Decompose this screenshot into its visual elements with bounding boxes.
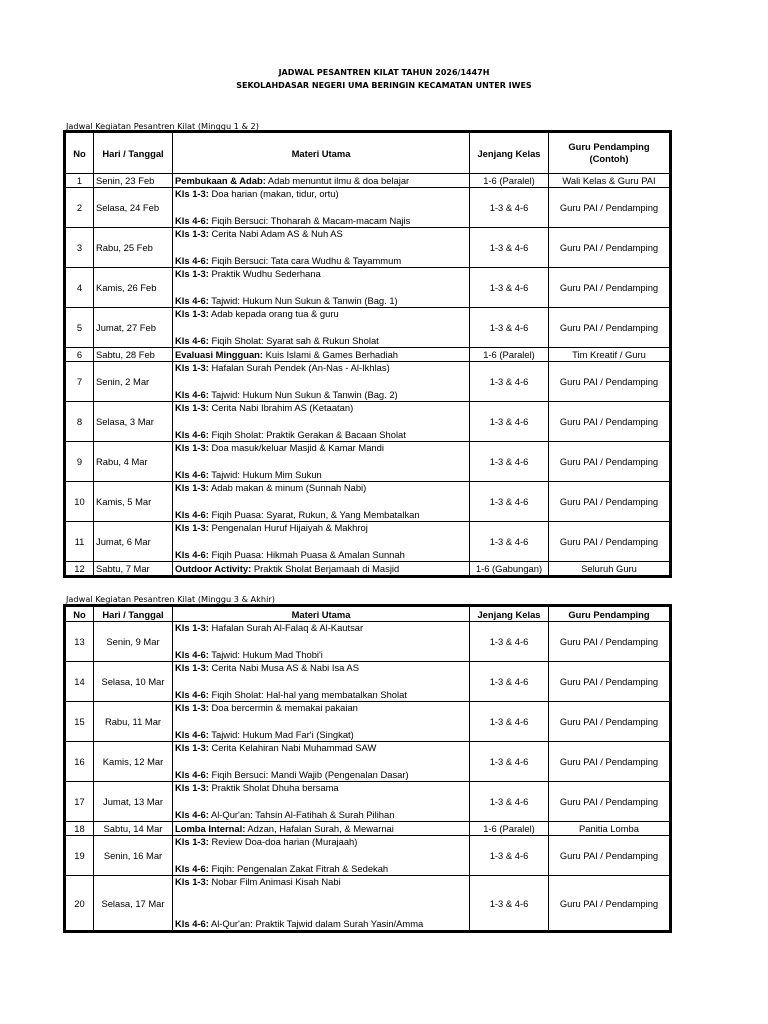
material-text: Al-Qur'an: Praktik Tajwid dalam Surah Yasin/Amma bbox=[208, 918, 424, 929]
material-text: Pengenalan Huruf Hijaiyah & Makhroj bbox=[208, 522, 368, 533]
row-grade-level: 1-3 & 4-6 bbox=[470, 308, 549, 348]
material-label: Kls 1-3: bbox=[175, 308, 209, 319]
row-date: Kamis, 12 Mar bbox=[94, 742, 173, 782]
material-text: Fiqih Puasa: Hikmah Puasa & Amalan Sunnah bbox=[208, 549, 405, 560]
row-grade-level: 1-3 & 4-6 bbox=[470, 228, 549, 268]
material-label: Evaluasi Mingguan: bbox=[175, 349, 264, 360]
row-material bbox=[173, 742, 470, 782]
row-date: Selasa, 3 Mar bbox=[94, 402, 173, 442]
row-date: Senin, 2 Mar bbox=[94, 362, 173, 402]
row-teacher: Guru PAI / Pendamping bbox=[549, 522, 670, 562]
material-text: Hafalan Surah Pendek (An-Nas - Al-Ikhlas) bbox=[208, 362, 390, 373]
material-line-kls-1-3 bbox=[175, 188, 339, 200]
material-label: Kls 1-3: bbox=[175, 522, 209, 533]
table-row bbox=[66, 188, 670, 228]
schedule-table-week-3-end bbox=[65, 606, 670, 931]
header-teacher: Guru Pendamping (Contoh) bbox=[549, 133, 670, 174]
material-label: Kls 4-6: bbox=[175, 689, 209, 700]
header-grade-level: Jenjang Kelas bbox=[470, 607, 549, 622]
row-teacher: Guru PAI / Pendamping bbox=[549, 836, 670, 876]
row-material bbox=[173, 782, 470, 822]
row-number: 8 bbox=[66, 402, 94, 442]
row-grade-level: 1-3 & 4-6 bbox=[470, 836, 549, 876]
material-text: Cerita Kelahiran Nabi Muhammad SAW bbox=[208, 742, 377, 753]
school-subtitle: SEKOLAHDASAR NEGERI UMA BERINGIN KECAMATAN UNTER IWES bbox=[236, 81, 532, 90]
material-label: Lomba Internal: bbox=[175, 823, 246, 834]
material-text: Cerita Nabi Ibrahim AS (Ketaatan) bbox=[208, 402, 354, 413]
material-line-kls-1-3 bbox=[175, 522, 368, 534]
material-text: Fiqih Sholat: Syarat sah & Rukun Sholat bbox=[208, 335, 379, 346]
row-material bbox=[173, 822, 470, 836]
row-teacher: Tim Kreatif / Guru bbox=[549, 348, 670, 362]
material-text: Praktik Sholat Dhuha bersama bbox=[208, 782, 339, 793]
table1-body bbox=[66, 174, 670, 576]
row-grade-level: 1-3 & 4-6 bbox=[470, 876, 549, 931]
material-line-kls-1-3 bbox=[175, 782, 339, 794]
row-material bbox=[173, 442, 470, 482]
row-grade-level: 1-3 & 4-6 bbox=[470, 268, 549, 308]
material-line-kls-4-6 bbox=[175, 469, 322, 481]
material-label: Kls 4-6: bbox=[175, 918, 209, 929]
header-material: Materi Utama bbox=[173, 607, 470, 622]
material-label: Kls 4-6: bbox=[175, 863, 209, 874]
material-label: Kls 1-3: bbox=[175, 268, 209, 279]
row-grade-level: 1-3 & 4-6 bbox=[470, 662, 549, 702]
row-date: Rabu, 4 Mar bbox=[94, 442, 173, 482]
row-material bbox=[173, 188, 470, 228]
row-material bbox=[173, 836, 470, 876]
material-label: Kls 1-3: bbox=[175, 228, 209, 239]
row-material bbox=[173, 362, 470, 402]
row-material bbox=[173, 402, 470, 442]
row-grade-level: 1-6 (Paralel) bbox=[470, 348, 549, 362]
row-teacher: Guru PAI / Pendamping bbox=[549, 362, 670, 402]
material-line-kls-4-6 bbox=[175, 389, 398, 401]
row-teacher: Guru PAI / Pendamping bbox=[549, 308, 670, 348]
material-line-kls-1-3 bbox=[175, 442, 384, 454]
material-line-kls-1-3 bbox=[175, 228, 343, 240]
material-line-kls-4-6 bbox=[175, 215, 410, 227]
material-line-kls-4-6 bbox=[175, 769, 409, 781]
row-date: Selasa, 24 Feb bbox=[94, 188, 173, 228]
material-line-kls-4-6 bbox=[175, 335, 379, 347]
table-row bbox=[66, 268, 670, 308]
material-text: Al-Qur'an: Tahsin Al-Fatihah & Surah Pilihan bbox=[208, 809, 395, 820]
row-grade-level: 1-3 & 4-6 bbox=[470, 782, 549, 822]
table2-caption: Jadwal Kegiatan Pesantren Kilat (Minggu 3 & Akhir) bbox=[66, 594, 275, 604]
material-text: Adzan, Hafalan Surah, & Mewarnai bbox=[245, 823, 394, 834]
row-number: 12 bbox=[66, 562, 94, 576]
row-material bbox=[173, 562, 470, 576]
material-text: Cerita Nabi Musa AS & Nabi Isa AS bbox=[208, 662, 359, 673]
row-date: Jumat, 6 Mar bbox=[94, 522, 173, 562]
row-grade-level: 1-3 & 4-6 bbox=[470, 402, 549, 442]
row-grade-level: 1-3 & 4-6 bbox=[470, 522, 549, 562]
material-text: Fiqih Sholat: Hal-hal yang membatalkan Sholat bbox=[208, 689, 407, 700]
material-text: Cerita Nabi Adam AS & Nuh AS bbox=[208, 228, 343, 239]
row-number: 14 bbox=[66, 662, 94, 702]
material-text: Review Doa-doa harian (Murajaah) bbox=[208, 836, 358, 847]
row-grade-level: 1-6 (Paralel) bbox=[470, 822, 549, 836]
row-teacher: Guru PAI / Pendamping bbox=[549, 442, 670, 482]
row-number: 17 bbox=[66, 782, 94, 822]
header-material: Materi Utama bbox=[173, 133, 470, 174]
header-no: No bbox=[66, 607, 94, 622]
material-line-kls-4-6 bbox=[175, 295, 398, 307]
material-line-kls-1-3 bbox=[175, 622, 363, 634]
table-row bbox=[66, 402, 670, 442]
row-number: 13 bbox=[66, 622, 94, 662]
header-teacher: Guru Pendamping bbox=[549, 607, 670, 622]
row-material bbox=[173, 662, 470, 702]
table-row bbox=[66, 742, 670, 782]
row-grade-level: 1-3 & 4-6 bbox=[470, 482, 549, 522]
table-row bbox=[66, 876, 670, 931]
row-date: Senin, 9 Mar bbox=[94, 622, 173, 662]
row-teacher: Panitia Lomba bbox=[549, 822, 670, 836]
row-grade-level: 1-3 & 4-6 bbox=[470, 362, 549, 402]
material-label: Kls 4-6: bbox=[175, 769, 209, 780]
row-material bbox=[173, 228, 470, 268]
material-label: Kls 4-6: bbox=[175, 335, 209, 346]
material-line-kls-4-6 bbox=[175, 809, 394, 821]
row-teacher: Guru PAI / Pendamping bbox=[549, 702, 670, 742]
material-line-kls-1-3 bbox=[175, 662, 359, 674]
row-teacher: Guru PAI / Pendamping bbox=[549, 402, 670, 442]
material-line-kls-4-6 bbox=[175, 509, 420, 521]
table-row bbox=[66, 622, 670, 662]
material-text: Praktik Sholat Berjamaah di Masjid bbox=[251, 563, 400, 574]
row-teacher: Guru PAI / Pendamping bbox=[549, 782, 670, 822]
material-label: Kls 4-6: bbox=[175, 729, 209, 740]
row-grade-level: 1-6 (Gabungan) bbox=[470, 562, 549, 576]
table-row bbox=[66, 482, 670, 522]
row-date: Sabtu, 14 Mar bbox=[94, 822, 173, 836]
material-line-kls-4-6 bbox=[175, 429, 406, 441]
material-line-kls-4-6 bbox=[175, 255, 401, 267]
material-text: Doa harian (makan, tidur, ortu) bbox=[208, 188, 339, 199]
row-teacher: Guru PAI / Pendamping bbox=[549, 742, 670, 782]
row-number: 4 bbox=[66, 268, 94, 308]
row-teacher: Guru PAI / Pendamping bbox=[549, 662, 670, 702]
material-label: Kls 4-6: bbox=[175, 649, 209, 660]
row-material bbox=[173, 522, 470, 562]
row-grade-level: 1-6 (Paralel) bbox=[470, 174, 549, 188]
row-date: Kamis, 5 Mar bbox=[94, 482, 173, 522]
row-number: 1 bbox=[66, 174, 94, 188]
material-line-kls-1-3 bbox=[175, 362, 390, 374]
schedule-table-week-1-2 bbox=[65, 132, 670, 576]
material-label: Kls 1-3: bbox=[175, 188, 209, 199]
material-text: Doa masuk/keluar Masjid & Kamar Mandi bbox=[208, 442, 384, 453]
table-row bbox=[66, 348, 670, 362]
table-row bbox=[66, 662, 670, 702]
material-text: Tajwid: Hukum Mim Sukun bbox=[208, 469, 322, 480]
material-line-kls-4-6 bbox=[175, 863, 388, 875]
row-number: 6 bbox=[66, 348, 94, 362]
material-label: Kls 1-3: bbox=[175, 442, 209, 453]
row-teacher: Guru PAI / Pendamping bbox=[549, 228, 670, 268]
row-teacher: Guru PAI / Pendamping bbox=[549, 622, 670, 662]
row-grade-level: 1-3 & 4-6 bbox=[470, 442, 549, 482]
row-date: Sabtu, 28 Feb bbox=[94, 348, 173, 362]
material-line-kls-4-6 bbox=[175, 918, 423, 930]
material-label: Kls 1-3: bbox=[175, 362, 209, 373]
material-line-kls-1-3 bbox=[175, 836, 357, 848]
material-label: Kls 1-3: bbox=[175, 662, 209, 673]
row-material bbox=[173, 702, 470, 742]
material-line-kls-1-3 bbox=[175, 482, 366, 494]
row-date: Kamis, 26 Feb bbox=[94, 268, 173, 308]
material-line-kls-1-3 bbox=[175, 402, 353, 414]
row-material bbox=[173, 482, 470, 522]
table-row bbox=[66, 702, 670, 742]
row-teacher: Guru PAI / Pendamping bbox=[549, 268, 670, 308]
material-label: Kls 1-3: bbox=[175, 702, 209, 713]
material-label: Kls 1-3: bbox=[175, 402, 209, 413]
material-text: Doa bercermin & memakai pakaian bbox=[208, 702, 358, 713]
material-text: Tajwid: Hukum Mad Far'i (Singkat) bbox=[208, 729, 354, 740]
material-label: Kls 4-6: bbox=[175, 255, 209, 266]
row-number: 5 bbox=[66, 308, 94, 348]
material-text: Tajwid: Hukum Nun Sukun & Tanwin (Bag. 2) bbox=[208, 389, 398, 400]
material-text: Fiqih Bersuci: Thoharah & Macam-macam Najis bbox=[208, 215, 411, 226]
material-label: Kls 4-6: bbox=[175, 509, 209, 520]
row-teacher: Wali Kelas & Guru PAI bbox=[549, 174, 670, 188]
material-label: Pembukaan & Adab: bbox=[175, 175, 266, 186]
material-text: Fiqih: Pengenalan Zakat Fitrah & Sedekah bbox=[208, 863, 389, 874]
row-material bbox=[173, 174, 470, 188]
row-teacher: Guru PAI / Pendamping bbox=[549, 188, 670, 228]
material-text: Nobar Film Animasi Kisah Nabi bbox=[208, 876, 341, 887]
material-label: Kls 4-6: bbox=[175, 469, 209, 480]
row-date: Rabu, 25 Feb bbox=[94, 228, 173, 268]
row-date: Jumat, 27 Feb bbox=[94, 308, 173, 348]
row-number: 2 bbox=[66, 188, 94, 228]
row-grade-level: 1-3 & 4-6 bbox=[470, 702, 549, 742]
row-date: Sabtu, 7 Mar bbox=[94, 562, 173, 576]
row-number: 10 bbox=[66, 482, 94, 522]
material-line-kls-1-3 bbox=[175, 268, 321, 280]
row-material bbox=[173, 876, 470, 931]
material-label: Kls 1-3: bbox=[175, 742, 209, 753]
document-title: JADWAL PESANTREN KILAT TAHUN 2026/1447H bbox=[278, 68, 490, 77]
material-label: Kls 4-6: bbox=[175, 809, 209, 820]
row-grade-level: 1-3 & 4-6 bbox=[470, 622, 549, 662]
material-text: Hafalan Surah Al-Falaq & Al-Kautsar bbox=[208, 622, 364, 633]
material-text: Fiqih Sholat: Praktik Gerakan & Bacaan Sholat bbox=[208, 429, 406, 440]
material-line-kls-4-6 bbox=[175, 689, 407, 701]
row-teacher: Seluruh Guru bbox=[549, 562, 670, 576]
table-row bbox=[66, 822, 670, 836]
material-label: Outdoor Activity: bbox=[175, 563, 252, 574]
header-grade-level: Jenjang Kelas bbox=[470, 133, 549, 174]
table2-body bbox=[66, 622, 670, 931]
row-number: 11 bbox=[66, 522, 94, 562]
row-date: Senin, 23 Feb bbox=[94, 174, 173, 188]
table1-caption: Jadwal Kegiatan Pesantren Kilat (Minggu 1 & 2) bbox=[66, 121, 259, 131]
material-line-kls-1-3 bbox=[175, 702, 358, 714]
row-material bbox=[173, 622, 470, 662]
material-text: Adab kepada orang tua & guru bbox=[208, 308, 339, 319]
material-label: Kls 1-3: bbox=[175, 876, 209, 887]
material-label: Kls 1-3: bbox=[175, 836, 209, 847]
row-material bbox=[173, 308, 470, 348]
material-label: Kls 4-6: bbox=[175, 295, 209, 306]
material-line-kls-1-3 bbox=[175, 742, 376, 754]
table-row bbox=[66, 228, 670, 268]
material-label: Kls 4-6: bbox=[175, 549, 209, 560]
material-label: Kls 1-3: bbox=[175, 622, 209, 633]
table-row bbox=[66, 174, 670, 188]
row-grade-level: 1-3 & 4-6 bbox=[470, 188, 549, 228]
row-number: 16 bbox=[66, 742, 94, 782]
row-number: 9 bbox=[66, 442, 94, 482]
material-line-kls-4-6 bbox=[175, 729, 354, 741]
table-row bbox=[66, 782, 670, 822]
material-text: Praktik Wudhu Sederhana bbox=[208, 268, 321, 279]
row-date: Rabu, 11 Mar bbox=[94, 702, 173, 742]
material-text: Kuis Islami & Games Berhadiah bbox=[263, 349, 399, 360]
row-material bbox=[173, 348, 470, 362]
material-line-kls-4-6 bbox=[175, 549, 405, 561]
material-text: Fiqih Bersuci: Mandi Wajib (Pengenalan Dasar) bbox=[208, 769, 409, 780]
row-grade-level: 1-3 & 4-6 bbox=[470, 742, 549, 782]
material-label: Kls 1-3: bbox=[175, 482, 209, 493]
row-date: Selasa, 17 Mar bbox=[94, 876, 173, 931]
row-date: Jumat, 13 Mar bbox=[94, 782, 173, 822]
table-row bbox=[66, 562, 670, 576]
header-day: Hari / Tanggal bbox=[94, 607, 173, 622]
material-text: Tajwid: Hukum Mad Thobi'i bbox=[208, 649, 323, 660]
header-day: Hari / Tanggal bbox=[94, 133, 173, 174]
row-number: 18 bbox=[66, 822, 94, 836]
table-row bbox=[66, 442, 670, 482]
row-number: 3 bbox=[66, 228, 94, 268]
material-text: Tajwid: Hukum Nun Sukun & Tanwin (Bag. 1) bbox=[208, 295, 398, 306]
material-label: Kls 1-3: bbox=[175, 782, 209, 793]
row-material bbox=[173, 268, 470, 308]
row-teacher: Guru PAI / Pendamping bbox=[549, 482, 670, 522]
material-text: Adab makan & minum (Sunnah Nabi) bbox=[208, 482, 367, 493]
material-line-kls-1-3 bbox=[175, 308, 339, 320]
table-row bbox=[66, 308, 670, 348]
table-row bbox=[66, 836, 670, 876]
table-row bbox=[66, 522, 670, 562]
row-number: 20 bbox=[66, 876, 94, 931]
material-label: Kls 4-6: bbox=[175, 215, 209, 226]
material-text: Adab menuntut ilmu & doa belajar bbox=[265, 175, 410, 186]
material-text: Fiqih Puasa: Syarat, Rukun, & Yang Membatalkan bbox=[208, 509, 420, 520]
row-date: Senin, 16 Mar bbox=[94, 836, 173, 876]
row-teacher: Guru PAI / Pendamping bbox=[549, 876, 670, 931]
table-row bbox=[66, 362, 670, 402]
header-no: No bbox=[66, 133, 94, 174]
row-number: 19 bbox=[66, 836, 94, 876]
row-number: 7 bbox=[66, 362, 94, 402]
row-number: 15 bbox=[66, 702, 94, 742]
material-line-kls-4-6 bbox=[175, 649, 323, 661]
material-label: Kls 4-6: bbox=[175, 429, 209, 440]
material-label: Kls 4-6: bbox=[175, 389, 209, 400]
material-text: Fiqih Bersuci: Tata cara Wudhu & Tayammum bbox=[208, 255, 402, 266]
material-line-kls-1-3 bbox=[175, 876, 341, 888]
row-date: Selasa, 10 Mar bbox=[94, 662, 173, 702]
